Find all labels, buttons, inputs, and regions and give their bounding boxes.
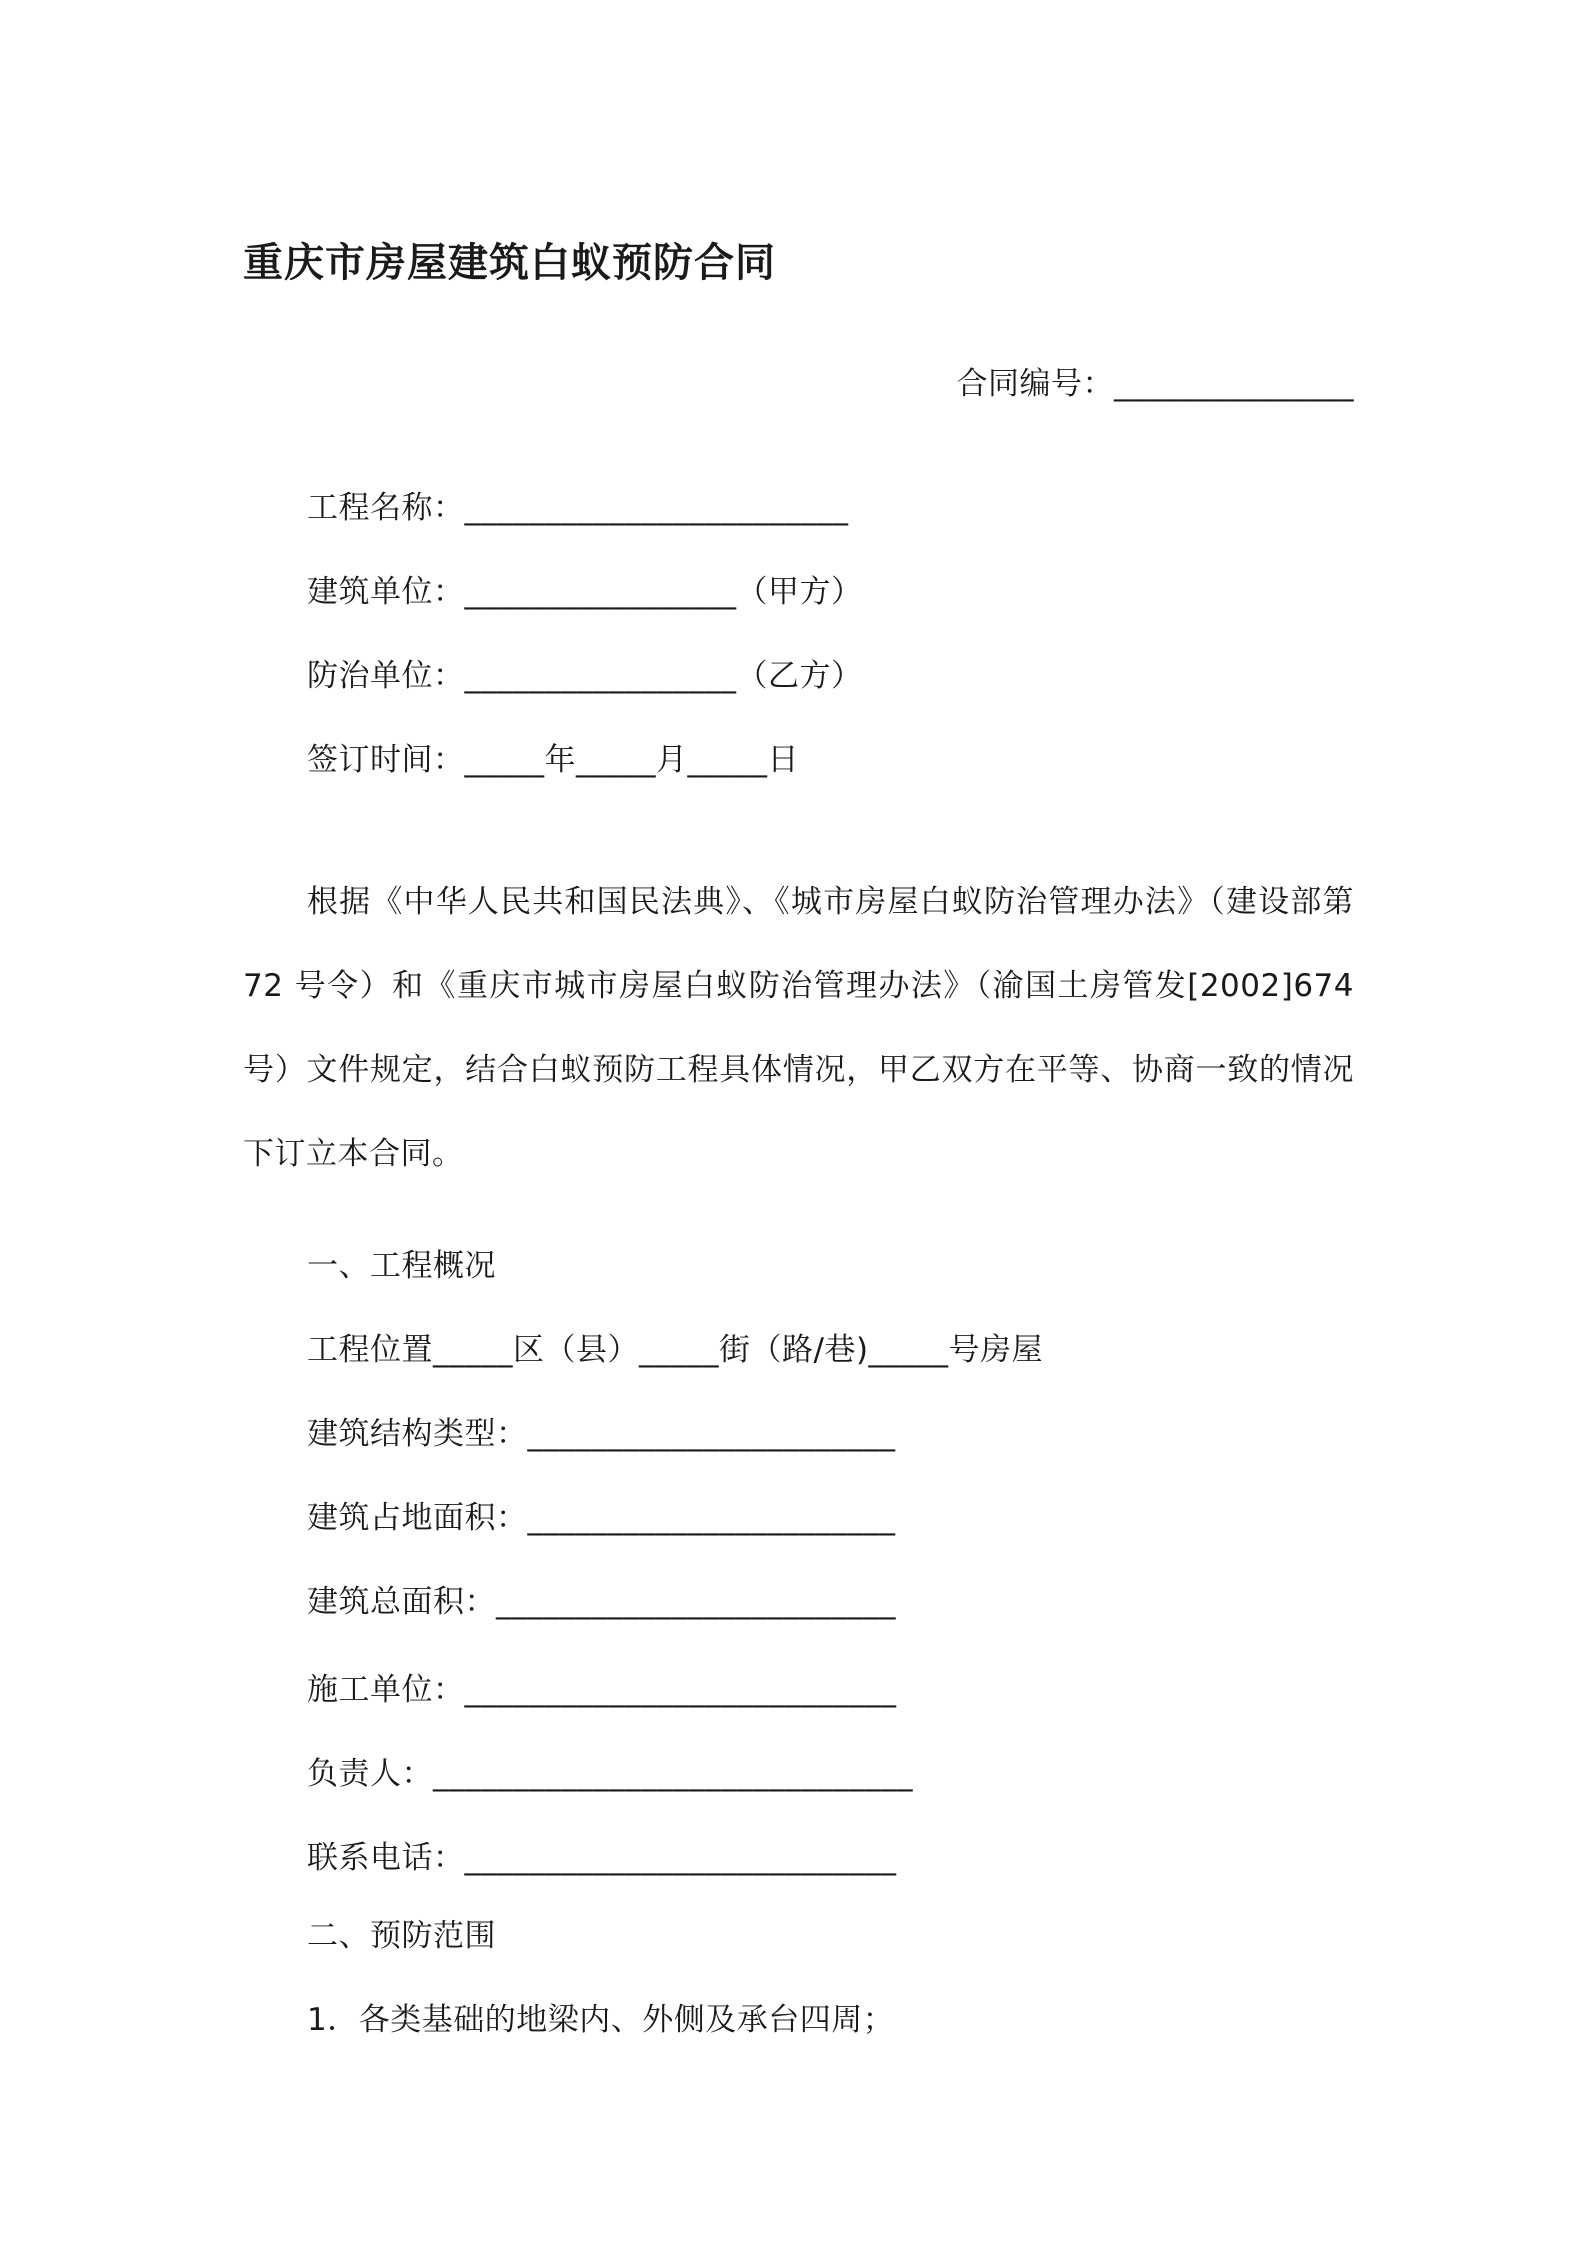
project-location-field: 工程位置_____区（县）_____街（路/巷)_____号房屋 [307, 1332, 1044, 1368]
total-area-field: 建筑总面积：_________________________ [307, 1584, 896, 1620]
signing-date-field: 签订时间：_____年_____月_____日 [307, 742, 799, 778]
document-title: 重庆市房屋建筑白蚁预防合同 [243, 240, 776, 286]
intro-paragraph: 根据《中华人民共和国民法典》、《城市房屋白蚁防治管理办法》（建设部第 72 号令）和《重庆市城市房屋白蚁防治管理办法》（渝国土房管发[2002]674号）文件规定，结合白蚁预防工程具体情况，甲乙双方在平等、协商一致的情况下订立本合同。 [243, 884, 1354, 1172]
contact-phone-field: 联系电话：___________________________ [307, 1840, 897, 1876]
section-heading-project-overview: 一、工程概况 [307, 1248, 496, 1284]
construction-unit-field: 建筑单位：_________________（甲方） [307, 574, 863, 610]
structure-type-field: 建筑结构类型：_______________________ [307, 1416, 896, 1452]
contract-number-field: 合同编号：_______________ [956, 366, 1354, 402]
scope-list-item: 1．各类基础的地梁内、外侧及承台四周； [307, 2002, 895, 2038]
contractor-field: 施工单位：___________________________ [307, 1672, 897, 1708]
prevention-unit-field: 防治单位：_________________（乙方） [307, 658, 863, 694]
footprint-area-field: 建筑占地面积：_______________________ [307, 1500, 896, 1536]
project-name-field: 工程名称：________________________ [307, 490, 849, 526]
section-heading-prevention-scope: 二、预防范围 [307, 1918, 496, 1954]
person-in-charge-field: 负责人：______________________________ [307, 1756, 913, 1792]
